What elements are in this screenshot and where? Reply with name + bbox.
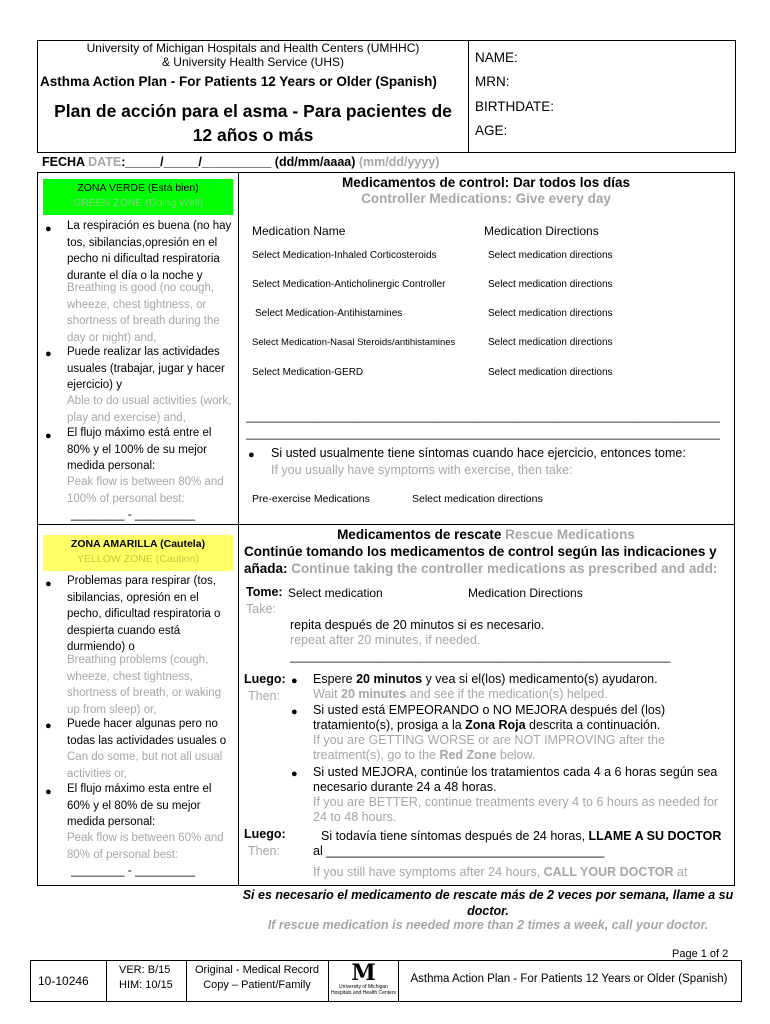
bullet-icon: ● — [45, 223, 52, 235]
green-b1-es: La respiración es buena (no hay tos, sibilancias,opresión en el pecho ni dificultad respiratoria durante el día o la noche y — [67, 220, 232, 282]
green-b1-en: Breathing is good (no cough, wheeze, chest tightness, or shortness of breath during the day or night) and, — [67, 282, 220, 344]
rescue-title — [238, 527, 734, 542]
title-english: Asthma Action Plan - For Patients 12 Years or Older (Spanish) — [40, 74, 437, 89]
med-select-5[interactable]: Select Medication-GERD — [252, 367, 364, 378]
worse-en-b: Red Zone — [439, 748, 497, 762]
wait-es-b: 20 minutos — [356, 672, 423, 686]
tome-label: Tome: — [246, 585, 283, 599]
warning-en: If rescue medication is needed more than 2 times a week, call your doctor. — [267, 918, 709, 932]
grid-top — [37, 172, 735, 173]
worse-es-c: descrita a continuación. — [525, 718, 661, 732]
exercise-es: Si usted usualmente tiene síntomas cuando hace ejercicio, entonces tome: — [271, 446, 686, 460]
better-es: Si usted MEJORA, continúe los tratamientos cada 4 a 6 horas según sea necesario durante 24 a 48 horas. — [313, 765, 718, 794]
bullet-icon: ● — [291, 706, 298, 718]
umich-logo — [329, 962, 398, 996]
name-label: NAME: — [475, 50, 518, 65]
form-number: 10-10246 — [38, 974, 89, 988]
repeat-es: repita después de 20 minutos si es necesario. — [290, 618, 545, 632]
yellow-b2-es: Puede hacer algunas pero no todas las actividades usuales o — [67, 718, 227, 747]
still-en-c: at — [673, 865, 688, 879]
date-label: DATE — [88, 155, 122, 169]
grid-zone-divider — [37, 524, 735, 525]
green-zone-title: ZONA VERDE (Está bien) — [77, 182, 199, 194]
version: VER: B/15 — [119, 964, 171, 976]
better-en: If you are BETTER, continue treatments every 4 to 6 hours as needed for 24 to 48 hours. — [313, 795, 719, 824]
rescue-med-directions[interactable]: Medication Directions — [468, 586, 583, 600]
warning-es: Si es necesario el medicamento de rescate más de 2 veces por semana, llame a su doctor. — [242, 888, 734, 918]
wait-en-a: Wait — [313, 687, 342, 701]
dir-select-3[interactable]: Select medication directions — [488, 308, 613, 319]
yellow-peak-range[interactable]: ________ - _________ — [71, 863, 196, 877]
still-es-c[interactable]: al ________________________________________ — [313, 844, 605, 858]
date-blanks: :_____/_____/__________ (dd/mm/aaaa) — [121, 155, 359, 169]
still-en-a: If you still have symptoms after 24 hours, — [313, 865, 544, 879]
rescue-title-es: Medicamentos de rescate — [337, 527, 506, 542]
then-label-2: Then: — [248, 844, 280, 858]
luego-label-2: Luego: — [244, 827, 286, 841]
continue-es: Continúe tomando los medicamentos de control según las indicaciones y añada: — [244, 544, 717, 576]
fecha-label: FECHA — [42, 155, 89, 169]
wait-en-c: and see if the medication(s) helped. — [406, 687, 608, 701]
bullet-icon: ● — [45, 786, 52, 798]
green-zone-header — [43, 179, 233, 215]
footer-div-1 — [106, 960, 107, 1002]
yellow-b2-en: Can do some, but not all usual activities or, — [67, 751, 223, 780]
worse-es-a: Si usted está EMPEORANDO o NO MEJORA después del (los) tratamiento(s), prosiga a la — [313, 703, 666, 732]
controller-blank-1[interactable]: _______________________________________________________________________ — [246, 409, 720, 423]
bullet-icon: ● — [45, 578, 52, 590]
wait-es — [313, 672, 658, 687]
org-line-1: University of Michigan Hospitals and Health Centers (UMHHC) — [86, 41, 420, 55]
continue-en: Continue taking the controller medications as prescribed and add: — [291, 561, 718, 576]
repeat-blank[interactable]: _________________________________________________________ — [290, 649, 671, 663]
worse-en-c: below. — [496, 748, 536, 762]
yellow-b1-en: Breathing problems (cough, wheeze, chest tightness, shortness of breath, or waking up from sleep) or, — [67, 654, 222, 716]
still-es — [313, 829, 727, 859]
age-label: AGE: — [475, 123, 508, 138]
worse-es — [313, 703, 725, 733]
dir-select-5[interactable]: Select medication directions — [488, 367, 613, 378]
original-record: Original - Medical Record — [194, 964, 320, 976]
med-select-1[interactable]: Select Medication-Inhaled Corticosteroids — [252, 250, 437, 261]
bullet-icon: ● — [291, 675, 298, 687]
green-b2-es: Puede realizar las actividades usuales (trabajar, jugar y hacer ejercicio) y — [67, 346, 225, 391]
wait-es-a: Espere — [313, 672, 357, 686]
wait-es-c: y vea si el(los) medicamento(s) ayudaron. — [422, 672, 658, 686]
yellow-b1-es: Problemas para respirar (tos, sibilancias, opresión en el pecho, dificultad respiratoria o despierta cuando está durmiendo) o — [67, 575, 221, 653]
still-en — [313, 865, 687, 880]
mrn-label: MRN: — [475, 74, 510, 89]
worse-en-a: If you are GETTING WORSE or are NOT IMPROVING after the treatment(s), go to the — [313, 733, 665, 762]
yellow-zone-title-en: YELLOW ZONE (Caution) — [77, 553, 199, 565]
date-line — [42, 155, 439, 169]
pre-exercise-dir[interactable]: Select medication directions — [412, 493, 543, 505]
grid-right — [734, 172, 735, 886]
bullet-icon: ● — [291, 768, 298, 780]
wait-en — [313, 687, 608, 702]
him: HIM: 10/15 — [119, 979, 173, 991]
rescue-title-en: Rescue Medications — [505, 527, 635, 542]
bullet-icon: ● — [45, 348, 52, 360]
med-select-2[interactable]: Select Medication-Anticholinergic Controller — [252, 279, 446, 290]
pre-exercise-med[interactable]: Pre-exercise Medications — [252, 493, 370, 505]
controller-title: Medicamentos de control: Dar todos los días — [341, 175, 631, 190]
footer-title: Asthma Action Plan - For Patients 12 Years or Older (Spanish) — [410, 973, 728, 985]
luego-label-1: Luego: — [244, 672, 286, 686]
green-b3-en: Peak flow is between 80% and 100% of personal best: — [67, 476, 224, 505]
grid-bottom — [37, 885, 735, 886]
med-select-3[interactable]: Select Medication-Antihistamines — [255, 308, 403, 319]
title-spanish-1: Plan de acción para el asma - Para pacientes de — [54, 101, 452, 121]
exercise-en: If you usually have symptoms with exercise, then take: — [271, 463, 573, 477]
green-peak-range[interactable]: ________ - _________ — [71, 507, 196, 521]
controller-blank-2[interactable]: _______________________________________________________________________ — [246, 426, 720, 440]
title-spanish-2: 12 años o más — [192, 125, 314, 145]
yellow-b3-es: El flujo máximo esta entre el 60% y el 80% de su mejor medida personal: — [67, 783, 212, 828]
yellow-b3-en: Peak flow is between 60% and 80% of personal best: — [67, 832, 224, 861]
take-label: Take: — [246, 602, 276, 616]
date-format: (mm/dd/yyyy) — [358, 155, 440, 169]
wait-en-b: 20 minutes — [341, 687, 407, 701]
controller-title-en: Controller Medications: Give every day — [361, 191, 611, 206]
still-en-b: CALL YOUR DOCTOR — [543, 865, 674, 879]
dir-select-1[interactable]: Select medication directions — [488, 250, 613, 261]
green-b3-es: El flujo máximo está entre el 80% y el 100% de su mejor medida personal: — [67, 427, 212, 472]
dir-select-2[interactable]: Select medication directions — [488, 279, 613, 290]
worse-es-b: Zona Roja — [465, 718, 526, 732]
green-zone-title-en: GREEN ZONE (Doing Well) — [73, 197, 203, 209]
still-es-a: Si todavía tiene síntomas después de 24 horas, — [321, 829, 589, 843]
repeat-en: repeat after 20 minutes, if needed. — [290, 633, 481, 647]
dir-select-4[interactable]: Select medication directions — [488, 337, 613, 348]
worse-en — [313, 733, 725, 763]
still-es-b: LLAME A SU DOCTOR — [588, 829, 722, 843]
rescue-med-select[interactable]: Select medication — [288, 586, 383, 600]
birthdate-label: BIRTHDATE: — [475, 99, 555, 114]
rescue-continue — [244, 543, 732, 577]
bullet-icon: ● — [45, 430, 52, 442]
yellow-zone-header — [43, 535, 233, 571]
yellow-zone-title: ZONA AMARILLA (Cautela) — [70, 538, 206, 550]
col-medication-directions: Medication Directions — [484, 224, 599, 238]
then-label-1: Then: — [248, 689, 280, 703]
bullet-icon: ● — [248, 449, 255, 461]
logo-line-2: Hospitals and Health Centers — [330, 990, 397, 996]
header-divider — [468, 40, 469, 152]
col-medication-name: Medication Name — [252, 224, 346, 238]
copy-patient: Copy – Patient/Family — [203, 979, 311, 991]
green-b2-en: Able to do usual activities (work, play and exercise) and, — [67, 395, 232, 424]
med-select-4[interactable]: Select Medication-Nasal Steroids/antihistamines — [252, 337, 456, 348]
bullet-icon: ● — [45, 720, 52, 732]
grid-left — [37, 172, 38, 886]
page-number: Page 1 of 2 — [672, 948, 729, 960]
org-line-2: & University Health Service (UHS) — [161, 55, 345, 69]
logo-line-1: University of Michigan — [339, 984, 388, 990]
block-m-icon: M — [351, 960, 376, 986]
